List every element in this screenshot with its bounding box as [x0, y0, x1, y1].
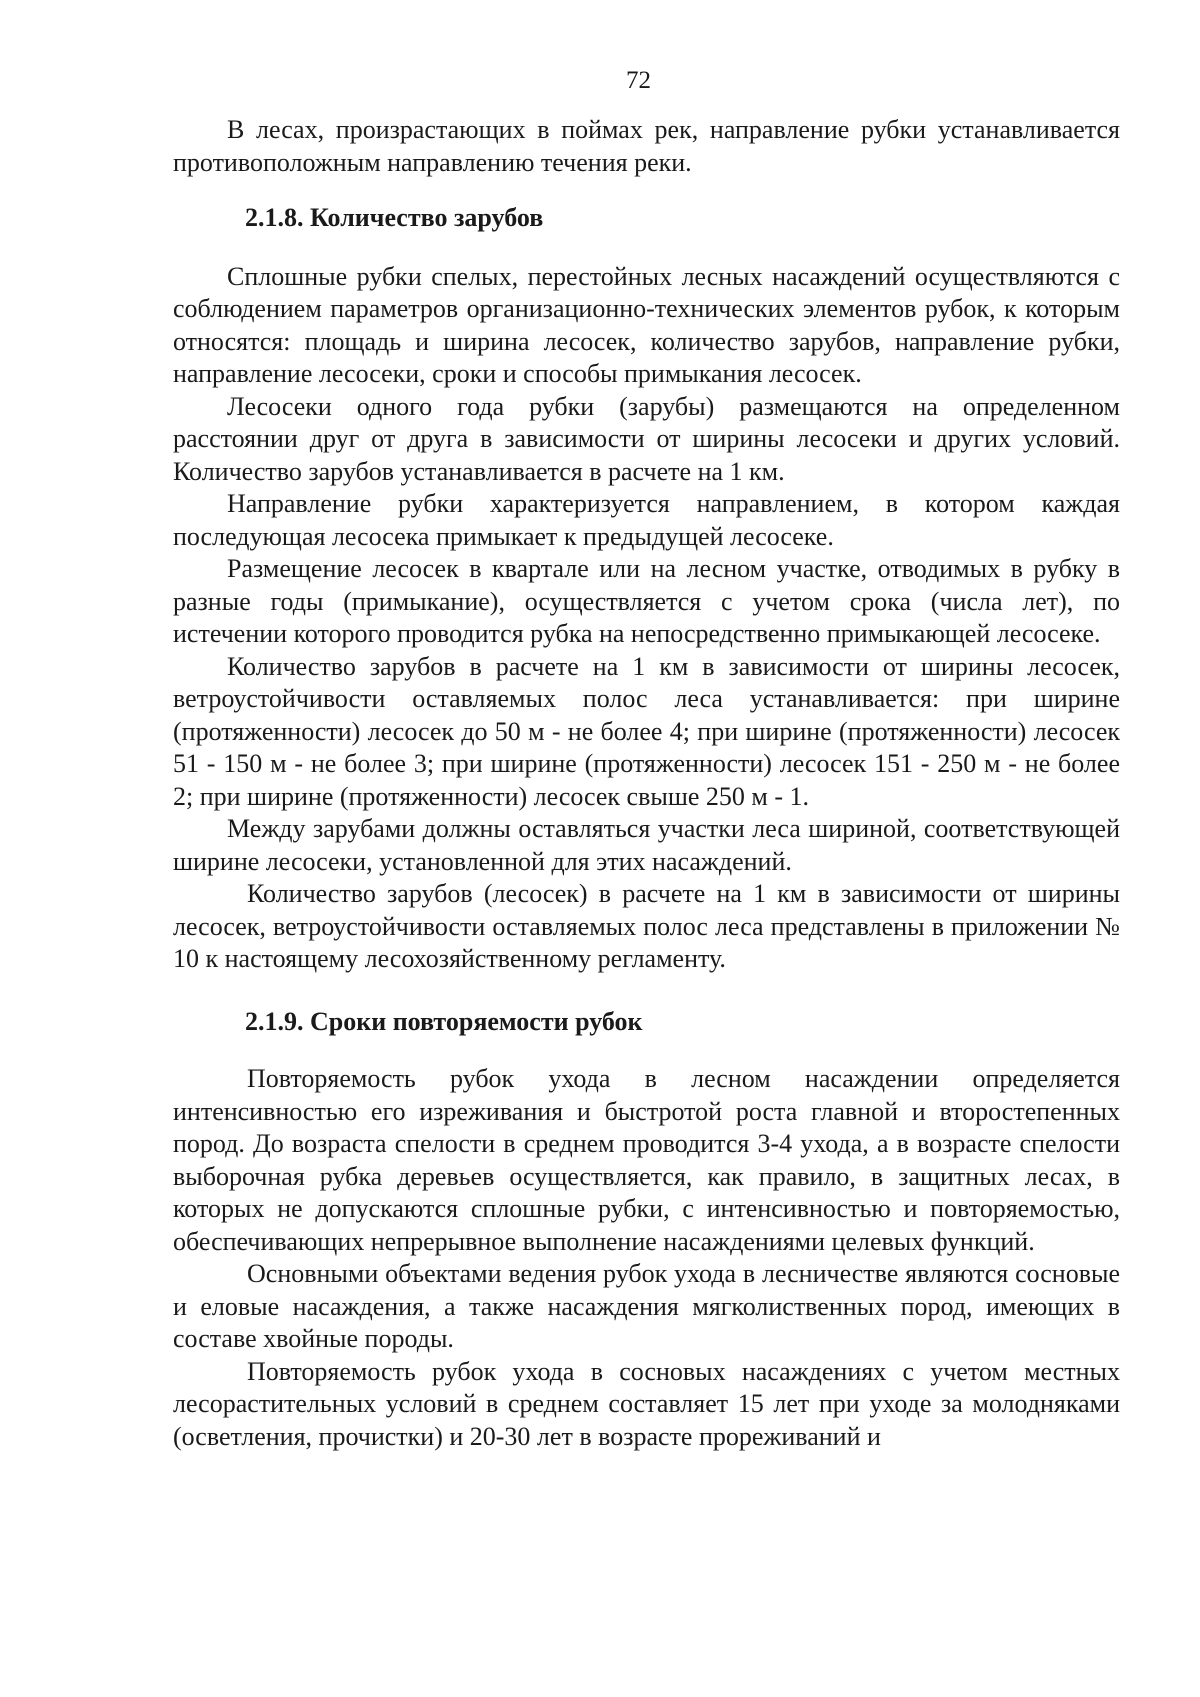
- section-heading-cuts-count: 2.1.8. Количество зарубов: [245, 203, 544, 232]
- intro-paragraph: В лесах, произрастающих в поймах рек, направление рубки устанавливается противоположным направлению течения реки.: [173, 115, 1120, 177]
- paragraph: Между зарубами должны оставляться участки леса шириной, соответствующей ширине лесосеки, установленной для этих насаждений.: [173, 814, 1120, 876]
- paragraph: Количество зарубов в расчете на 1 км в зависимости от ширины лесосек, ветроустойчивости оставляемых полос леса устанавливается: при ширине (протяженности) лесосек до 50 м - не более 4; при ширине (протяженности) лесосек 51 - 150 м - не более 3; при ширине (протяженности) лесосек 151 - 250 м - не более 2; при ширине (протяженности) лесосек свыше 250 м - 1.: [173, 651, 1120, 811]
- page-content: [173, 114, 1120, 1453]
- page-number: 72: [626, 67, 651, 94]
- paragraph: Повторяемость рубок ухода в лесном насаждении определяется интенсивностью его изреживания и быстротой роста главной и второстепенных пород. До возраста спелости в среднем проводится 3-4 ухода, а в возрасте спелости выборочная рубка деревьев осуществляется, как правило, в защитных лесах, в которых не допускаются сплошные рубки, с интенсивностью и повторяемостью, обеспечивающих непрерывное выполнение насаждениями целевых функций.: [173, 1064, 1120, 1256]
- section-heading-cutting-frequency: 2.1.9. Сроки повторяемости рубок: [245, 1006, 643, 1036]
- paragraph: Основными объектами ведения рубок ухода в лесничестве являются сосновые и еловые насаждения, а также насаждения мягколиственных пород, имеющих в составе хвойные породы.: [173, 1259, 1120, 1353]
- paragraph: Размещение лесосек в квартале или на лесном участке, отводимых в рубку в разные годы (примыкание), осуществляется с учетом срока (числа лет), по истечении которого проводится рубка на непосредственно примыкающей лесосеке.: [173, 554, 1120, 648]
- paragraph: Лесосеки одного года рубки (зарубы) размещаются на определенном расстоянии друг от друга в зависимости от ширины лесосеки и других условий. Количество зарубов устанавливается в расчете на 1 км.: [173, 391, 1120, 486]
- paragraph: Количество зарубов (лесосек) в расчете на 1 км в зависимости от ширины лесосек, ветроустойчивости оставляемых полос леса представлены в приложении № 10 к настоящему лесохозяйственному регламенту.: [173, 879, 1120, 973]
- paragraph: Направление рубки характеризуется направлением, в котором каждая последующая лесосека примыкает к предыдущей лесосеке.: [173, 489, 1120, 551]
- paragraph: Повторяемость рубок ухода в сосновых насаждениях с учетом местных лесорастительных условий в среднем составляет 15 лет при уходе за молодняками (осветления, прочистки) и 20-30 лет в возрасте прореживаний и: [173, 1356, 1120, 1451]
- paragraph: Сплошные рубки спелых, перестойных лесных насаждений осуществляются с соблюдением параметров организационно-технических элементов рубок, к которым относятся: площадь и ширина лесосек, количество зарубов, направление рубки, направление лесосеки, сроки и способы примыкания лесосек.: [173, 261, 1120, 388]
